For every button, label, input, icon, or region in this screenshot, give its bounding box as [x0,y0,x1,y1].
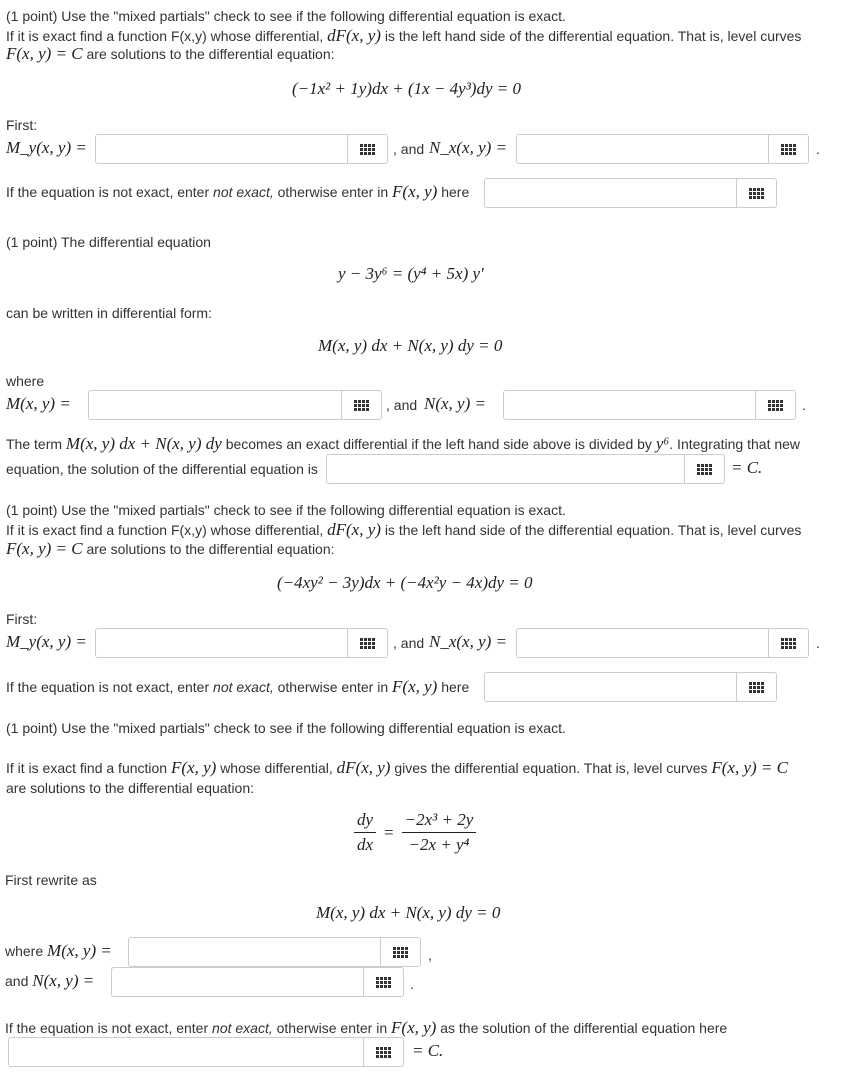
p1-Nx-input[interactable] [516,134,769,164]
p2-period: . [802,397,806,413]
p2-N-input[interactable] [503,390,756,420]
p4-N-row-label: and N(x, y) = [5,971,95,990]
p1-not-exact-hint: not exact, [213,184,274,200]
p4-lhs-fraction: $\frac{dy}{dx}$ [354,810,376,855]
p3-Nx-input[interactable] [516,628,769,658]
p1-exact-prompt: If the equation is not exact, enter not exact, otherwise enter in F(x, y) here [6,182,470,201]
equation-editor-icon [360,144,375,155]
p2-intro: (1 point) The differential equation [6,234,211,250]
p3-My-equation-editor-button[interactable] [348,628,388,658]
p1-Fxy: F(x, y) = C [6,44,83,63]
p1-My-equation-editor-button[interactable] [348,134,388,164]
p4-N-equation-editor-button[interactable] [364,967,404,997]
equation-editor-icon [781,638,796,649]
p2-N-label: N(x, y) = [424,394,486,413]
p4-F-equation-editor-button[interactable] [364,1037,404,1067]
p1-dF: dF(x, y) [327,26,381,45]
equation-editor-icon [354,400,369,411]
p2-solution-input[interactable] [326,454,685,484]
p4-M-input[interactable] [128,937,381,967]
p1-line2 [6,27,801,45]
equation-editor-icon [749,188,764,199]
p3-line2: If it is exact find a function F(x,y) whose differential, dF(x, y) is the left hand side of the differential equation. That is, level curves [6,520,802,539]
p1-Nx-label: N_x(x, y) = [429,138,508,157]
p4-eqC: = C. [412,1041,444,1060]
p2-M-input[interactable] [88,390,342,420]
p4-diff-form: M(x, y) dx + N(x, y) dy = 0 [316,903,501,922]
p4-comma: , [428,947,432,963]
p2-M-label: M(x, y) = [6,394,71,413]
equation-editor-icon [749,682,764,693]
p3-intro: (1 point) Use the "mixed partials" check to see if the following differential equation is exact. [6,502,566,518]
p1-My-input[interactable] [95,134,348,164]
p3-F-input[interactable] [484,672,737,702]
p2-N-equation-editor-button[interactable] [756,390,796,420]
p2-and: , and [386,397,418,413]
equation-editor-icon [697,464,712,475]
p4-period: . [410,976,414,992]
p4-line3: are solutions to the differential equation: [6,780,255,796]
p4-line2: If it is exact find a function F(x, y) whose differential, dF(x, y) gives the differential equation. That is, level curves F(x, y) = C [6,758,788,777]
p2-eqC: = C. [731,458,763,477]
p3-equation: (−4xy² − 3y)dx + (−4x²y − 4x)dy = 0 [277,573,533,592]
p2-equation: y − 3y⁶ = (y⁴ + 5x) y′ [338,264,484,283]
p4-N-input[interactable] [111,967,364,997]
equation-editor-icon [393,947,408,958]
p1-period: . [816,141,820,157]
p4-rewrite: First rewrite as [5,872,97,888]
p4-F-input[interactable] [8,1037,364,1067]
p3-first: First: [6,611,38,627]
p2-M-equation-editor-button[interactable] [342,390,382,420]
p4-rhs-fraction: $\frac{\text{−2x³ + 2y}}{\text{−2x + y⁴}}$ [402,810,477,855]
p4-intro: (1 point) Use the "mixed partials" check to see if the following differential equation is exact. [6,720,566,736]
p4-M-equation-editor-button[interactable] [381,937,421,967]
equation-editor-icon [781,144,796,155]
p1-My-label: M_y(x, y) = [6,138,87,157]
p3-line3: F(x, y) = C are solutions to the differential equation: [6,539,335,558]
p1-F-input[interactable] [484,178,737,208]
p4-M-row-label: where M(x, y) = [5,941,112,960]
p3-F-equation-editor-button[interactable] [737,672,777,702]
p1-line2a: If it is exact find a function F(x,y) whose differential, [6,28,324,44]
p1-equation: (−1x² + 1y)dx + (1x − 4y³)dy = 0 [292,79,521,98]
equation-editor-icon [360,638,375,649]
p3-My-input[interactable] [95,628,348,658]
equation-editor-icon [376,1047,391,1058]
p2-term-line: The term M(x, y) dx + N(x, y) dy becomes an exact differential if the left hand side above is divided by y⁶. Integrating that new [6,434,801,453]
p3-period: . [816,635,820,651]
p1-line2b: is the left hand side of the differential equation. That is, level curves [384,28,802,44]
p3-Nx-equation-editor-button[interactable] [769,628,809,658]
p1-first: First: [6,117,38,133]
p3-Nx-label: N_x(x, y) = [429,632,508,651]
p4-ode: $\frac{dy}{dx}$ = $\frac{\text{−2x³ + 2y}}{\text{−2x + y⁴}}$ [354,810,476,855]
p1-line3 [6,45,335,63]
p1-Nx-equation-editor-button[interactable] [769,134,809,164]
p4-exact-prompt: If the equation is not exact, enter not exact, otherwise enter in F(x, y) as the solution of the differential equation here [5,1018,728,1037]
p2-written: can be written in differential form: [6,305,212,321]
p1-F-equation-editor-button[interactable] [737,178,777,208]
p2-solution-equation-editor-button[interactable] [685,454,725,484]
p1-line3b: are solutions to the differential equation: [86,46,335,62]
p3-My-label: M_y(x, y) = [6,632,87,651]
p3-and: , and [393,635,425,651]
p1-intro: (1 point) Use the "mixed partials" check to see if the following differential equation is exact. [6,8,566,24]
p3-exact-prompt: If the equation is not exact, enter not exact, otherwise enter in F(x, y) here [6,677,470,696]
equation-editor-icon [768,400,783,411]
equation-editor-icon [376,977,391,988]
p2-solution-label: equation, the solution of the differential equation is [6,461,318,477]
p1-and: , and [393,141,425,157]
p2-where: where [6,373,45,389]
p2-diff-form: M(x, y) dx + N(x, y) dy = 0 [318,336,503,355]
